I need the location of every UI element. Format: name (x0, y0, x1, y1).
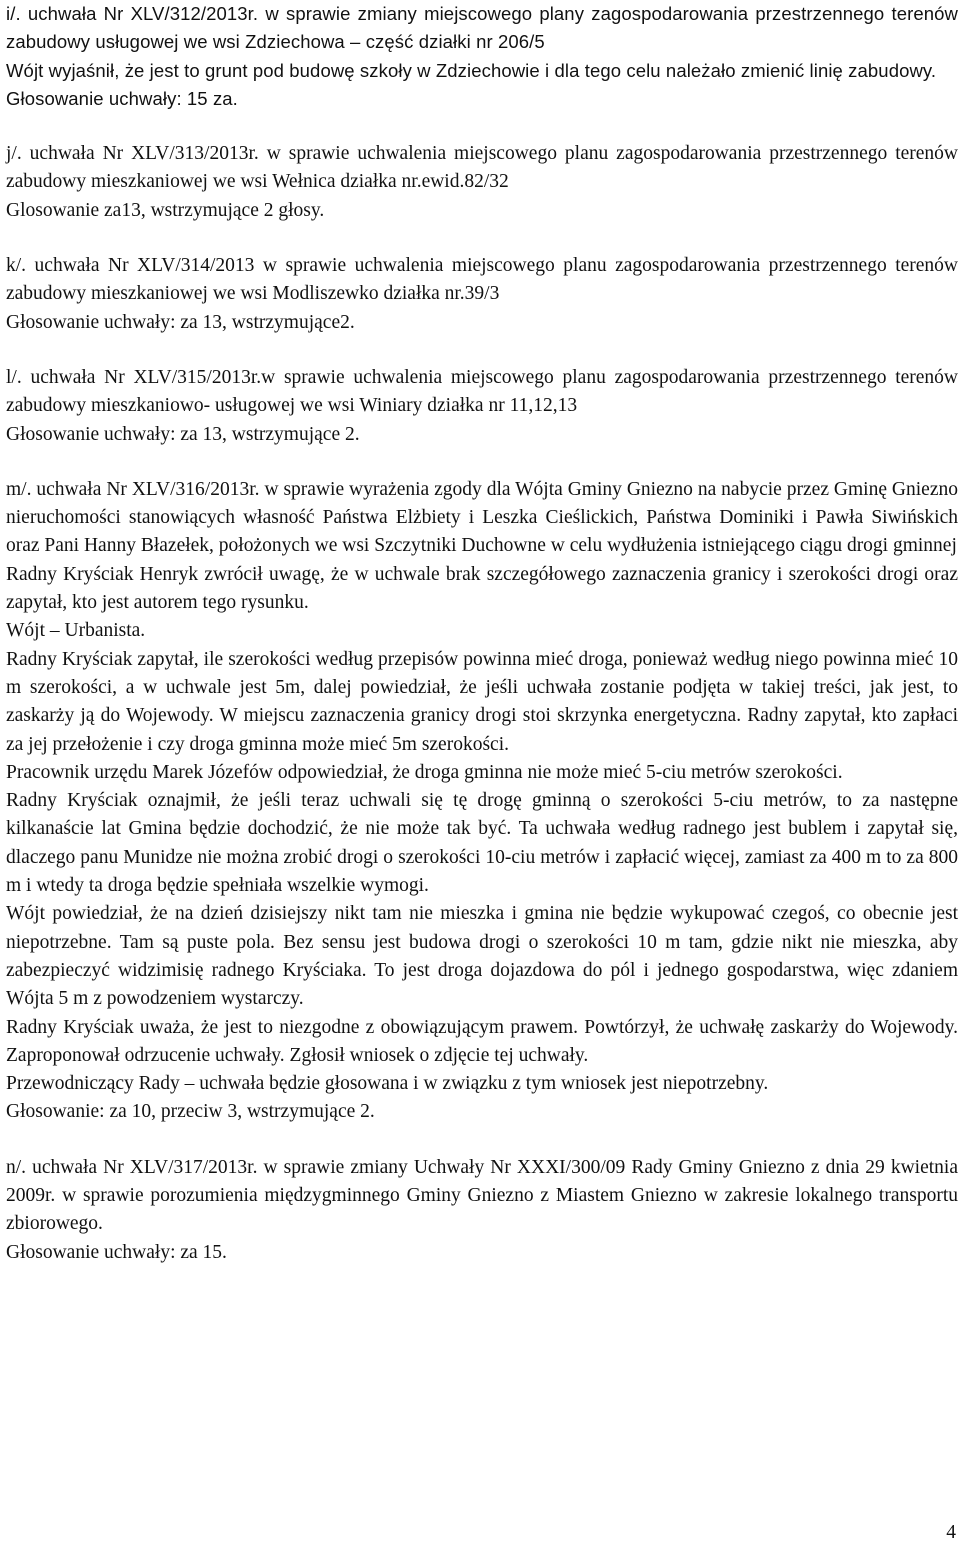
resolution-title: k/. uchwała Nr XLV/314/2013 w sprawie uchwalenia miejscowego planu zagospodarowania przestrzennego terenów zabudowy mieszkaniowej we wsi Modliszewko działka nr.39/3 (6, 255, 958, 305)
document-page (6, 0, 958, 1267)
spacer (6, 1127, 958, 1154)
resolution-title: l/. uchwała Nr XLV/315/2013r.w sprawie uchwalenia miejscowego planu zagospodarowania przestrzennego terenów zabudowy mieszkaniowo- usługowej we wsi Winiary działka nr 11,12,13 (6, 366, 958, 417)
page-number: 4 (946, 1522, 956, 1543)
paragraph: Radny Kryściak uważa, że jest to niezgodne z obowiązującym prawem. Powtórzył, że uchwałę zaskarży do Wojewody. Zaproponował odrzucenie uchwały. Zgłosił wniosek o zdjęcie tej uchwały. (6, 1016, 958, 1066)
resolution-title: m/. uchwała Nr XLV/316/2013r. w sprawie wyrażenia zgody dla Wójta Gminy Gniezno na nabycie przez Gminę Gniezno nieruchomości stanowiących własność Państwa Elżbiety i Leszka Cieślickich, Państwa Dominiki i Pawła Siwińskich oraz Pani Hanny Błazełek, położonych we wsi Szczytniki Duchowne w celu wydłużenia istniejącego ciągu drogi gminnej (6, 478, 958, 557)
paragraph: Wójt – Urbanista. (6, 620, 146, 642)
paragraph: Radny Kryściak Henryk zwrócił uwagę, że w uchwale brak szczegółowego zaznaczenia granicy i szerokości drogi oraz zapytał, kto jest autorem tego rysunku. (6, 563, 958, 614)
resolution-section-j (6, 140, 958, 225)
vote-result: Głosowanie uchwały: za 13, wstrzymujące 2. (6, 423, 360, 445)
resolution-title: j/. uchwała Nr XLV/313/2013r. w sprawie uchwalenia miejscowego planu zagospodarowania przestrzennego terenów zabudowy mieszkaniowej we wsi Wełnica działka nr.ewid.82/32 (6, 143, 958, 193)
resolution-title: i/. uchwała Nr XLV/312/2013r. w sprawie zmiany miejscowego plany zagospodarowania przestrzennego terenów zabudowy usługowej we wsi Zdziechowa – część działki nr 206/5 (6, 3, 958, 53)
resolution-section-i (6, 0, 958, 113)
resolution-section-n (6, 1154, 958, 1267)
spacer (6, 225, 958, 252)
vote-result: Glosowanie za13, wstrzymujące 2 głosy. (6, 199, 325, 221)
vote-result: Głosowanie uchwały: za 15. (6, 1241, 227, 1263)
paragraph: Wójt wyjaśnił, że jest to grunt pod budowę szkoły w Zdziechowie i dla tego celu należało zmienić linię zabudowy. (6, 59, 937, 81)
vote-result: Głosowanie uchwały: za 13, wstrzymujące2. (6, 311, 355, 333)
vote-result: Głosowanie: za 10, przeciw 3, wstrzymujące 2. (6, 1101, 375, 1123)
paragraph: Pracownik urzędu Marek Józefów odpowiedział, że droga gminna nie może mieć 5-ciu metrów szerokości. (6, 761, 843, 783)
paragraph: Radny Kryściak zapytał, ile szerokości według przepisów powinna mieć droga, ponieważ według niego powinna mieć 10 m szerokości, a w uchwale jest 5m, dalej powiedział, że jeśli uchwała zostanie podjęta w takiej treści, jak jest, to zaskarży ją do Wojewody. W miejscu zaznaczenia granicy drogi stoi skrzynka energetyczna. Radny zapytał, kto zapłaci za jej przełożenie i czy droga gminna może mieć 5m szerokości. (6, 648, 958, 755)
resolution-section-k (6, 252, 958, 337)
paragraph: Radny Kryściak oznajmił, że jeśli teraz uchwali się tę drogę gminną o szerokości 5-ciu metrów, to za następne kilkanaście lat Gmina będzie dochodzić, że nie może tak być. Ta uchwała według radnego jest bublem i zapytał się, dlaczego panu Munidze nie można zrobić drogi o szerokości 10-ciu metrów i zapłacić więcej, zamiast za 400 m to za 800 m i wtedy ta droga będzie spełniała wszelkie wymogi. (6, 790, 958, 897)
resolution-section-m (6, 476, 958, 1127)
paragraph: Przewodniczący Rady – uchwała będzie głosowana i w związku z tym wniosek jest niepotrzebny. (6, 1073, 769, 1095)
spacer (6, 337, 958, 364)
resolution-title: n/. uchwała Nr XLV/317/2013r. w sprawie zmiany Uchwały Nr XXXI/300/09 Rady Gminy Gniezno z dnia 29 kwietnia 2009r. w sprawie porozumienia międzygminnego Gminy Gniezno z Miastem Gniezno w zakresie lokalnego transportu zbiorowego. (6, 1156, 958, 1235)
paragraph: Wójt powiedział, że na dzień dzisiejszy nikt tam nie mieszka i gmina nie będzie wykupować czegoś, co obecnie jest niepotrzebne. Tam są puste pola. Bez sensu jest budowa drogi o szerokości 10 m tam, gdzie nikt nie mieszka, aby zabezpieczyć widzimisię radnego Kryściaka. To jest droga dojazdowa do pól i jednego gospodarstwa, więc zdaniem Wójta 5 m z powodzeniem wystarczy. (6, 903, 958, 1010)
vote-result: Głosowanie uchwały: 15 za. (6, 87, 238, 109)
resolution-section-l (6, 364, 958, 449)
spacer (6, 449, 958, 476)
spacer (6, 113, 958, 140)
